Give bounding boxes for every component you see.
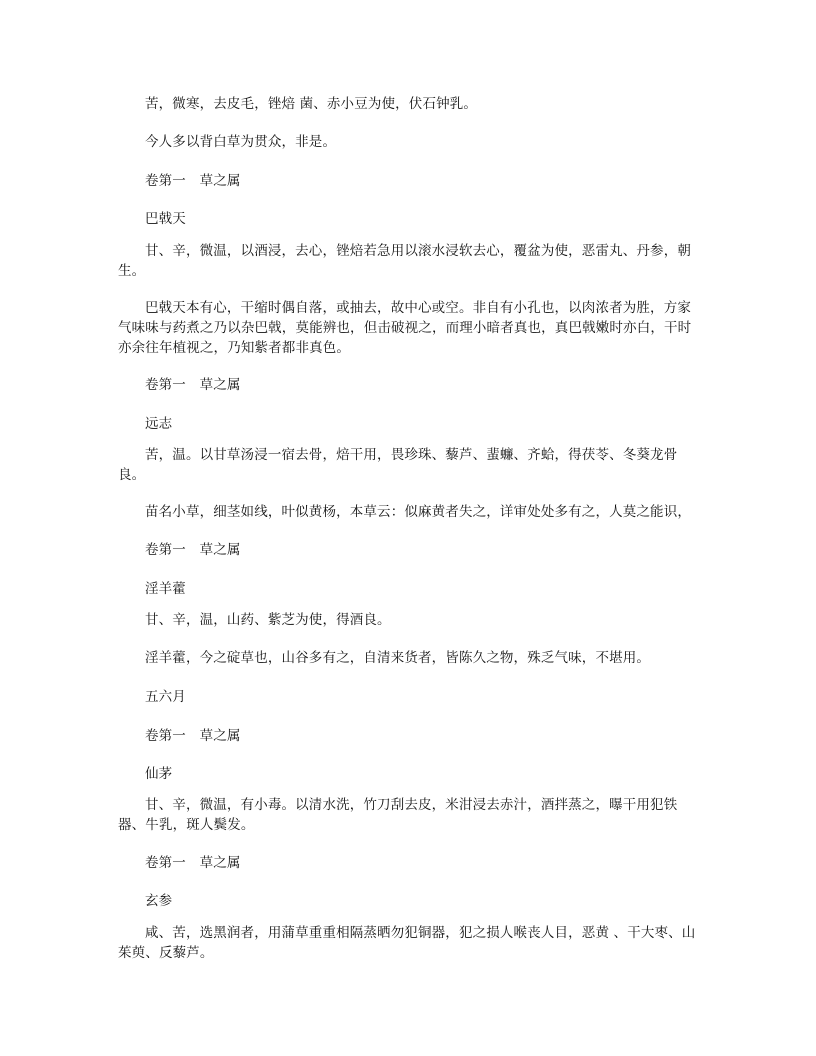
section-heading: 卷第一 草之属: [145, 728, 241, 744]
paragraph-bajitian-property: 甘、辛，微温，以酒浸，去心，锉焙若急用以滚水浸软去心，覆盆为使，恶雷丸、丹参，朝生。: [118, 243, 691, 279]
herb-title-xuanshen: 玄参: [145, 893, 173, 909]
section-heading: 卷第一 草之属: [145, 542, 241, 558]
section-heading: 卷第一 草之属: [145, 173, 241, 189]
paragraph-yuanzhi-note: 苗名小草，细茎如线，叶似黄杨，本草云：似麻黄者失之，详审处处多有之，人莫之能识，: [145, 504, 691, 520]
paragraph-xianmao-property: 甘、辛，微温，有小毒。以清水洗，竹刀刮去皮，米泔浸去赤汁，酒拌蒸之，曝干用犯铁器、牛乳，斑人鬓发。: [118, 797, 678, 833]
paragraph-bajitian-note: 巴戟天本有心，干缩时偶自落，或抽去，故中心或空。非自有小孔也，以肉浓者为胜，方家气味味与药煮之乃以杂巴戟，莫能辨也，但击破视之，而理小暗者真也，真巴戟嫩时亦白，干时亦余往年植视之，乃知紫者都非真色。: [118, 300, 692, 356]
paragraph-fragment: 五六月: [145, 689, 186, 705]
paragraph-yinyanghuo-property: 甘、辛，温，山药、紫芝为使，得酒良。: [145, 612, 391, 628]
section-heading: 卷第一 草之属: [145, 377, 241, 393]
paragraph-yuanzhi-property: 苦，温。以甘草汤浸一宿去骨，焙干用，畏珍珠、藜芦、蜚蠊、齐蛤，得茯苓、冬葵龙骨良。: [118, 447, 678, 483]
paragraph-xuanshen-property: 咸、苦，选黑润者，用蒲草重重相隔蒸晒勿犯铜器，犯之损人喉丧人目，恶黄 、干大枣、山茱萸、反藜芦。: [118, 925, 696, 961]
herb-title-yuanzhi: 远志: [145, 416, 173, 432]
herb-title-xianmao: 仙茅: [145, 766, 173, 782]
herb-title-bajitian: 巴戟天: [145, 211, 186, 227]
paragraph-guanzhong-note: 今人多以背白草为贯众，非是。: [145, 134, 337, 150]
herb-title-yinyanghuo: 淫羊藿: [145, 581, 186, 597]
paragraph-yinyanghuo-note: 淫羊藿，今之碇草也，山谷多有之，自清来货者，皆陈久之物，殊乏气味，不堪用。: [145, 650, 651, 666]
section-heading: 卷第一 草之属: [145, 855, 241, 871]
paragraph-herb-property-guanzhong: 苦，微寒，去皮毛，锉焙 菌、赤小豆为使，伏石钟乳。: [145, 96, 478, 112]
